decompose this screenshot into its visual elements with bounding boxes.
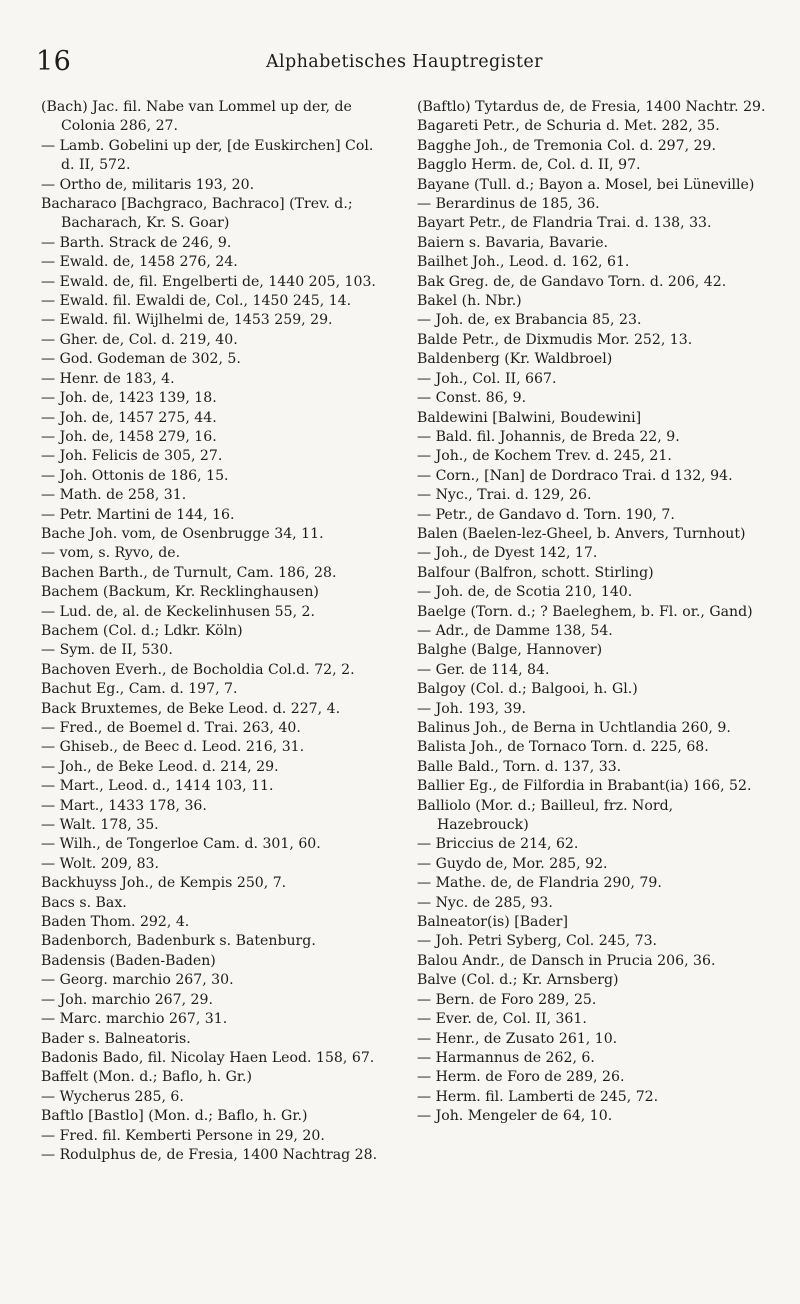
index-entry: — Marc. marchio 267, 31.	[41, 1011, 228, 1028]
index-entry: — Joh. 193, 39.	[417, 700, 527, 717]
index-entry: Bachem (Backum, Kr. Recklinghausen)	[41, 584, 319, 601]
index-column-left	[41, 98, 381, 1165]
index-entry: — Mart., Leod. d., 1414 103, 11.	[41, 778, 274, 795]
index-entry: — Joh. de, 1458 279, 16.	[41, 428, 217, 445]
index-entry: — Wolt. 209, 83.	[41, 855, 159, 872]
index-entry: Balliolo (Mor. d.; Bailleul, frz. Nord, Hazebrouck)	[417, 797, 674, 834]
index-entry: — Wycherus 285, 6.	[41, 1088, 184, 1105]
index-entry: Bache Joh. vom, de Osenbrugge 34, 11.	[41, 525, 324, 542]
index-entry: — Joh. marchio 267, 29.	[41, 991, 213, 1008]
index-entry: — Berardinus de 185, 36.	[417, 196, 600, 213]
index-entry: — Barth. Strack de 246, 9.	[41, 234, 232, 251]
index-entry: — Ewald. fil. Ewaldi de, Col., 1450 245, 14.	[41, 293, 352, 310]
index-entry: — Joh., de Dyest 142, 17.	[417, 545, 598, 562]
index-entry: Bachut Eg., Cam. d. 197, 7.	[41, 681, 238, 698]
index-entry: — Briccius de 214, 62.	[417, 836, 579, 853]
index-entry: (Bach) Jac. fil. Nabe van Lommel up der, de Colonia 286, 27.	[41, 99, 352, 135]
index-entry: Balneator(is) [Bader]	[417, 914, 569, 931]
index-entry: — Joh., Col. II, 667.	[417, 370, 557, 387]
index-entry: Balghe (Balge, Hannover)	[417, 642, 603, 659]
index-entry: Balista Joh., de Tornaco Torn. d. 225, 68.	[417, 739, 709, 756]
index-entry: — Joh. de, 1457 275, 44.	[41, 409, 217, 426]
index-entry: Badonis Bado, fil. Nicolay Haen Leod. 158, 67.	[41, 1049, 375, 1066]
index-entry: Bayart Petr., de Flandria Trai. d. 138, 33.	[417, 215, 712, 232]
index-entry: Bacs s. Bax.	[41, 894, 127, 911]
index-entry: — Bern. de Foro 289, 25.	[417, 991, 597, 1008]
index-entry: Bachoven Everh., de Bocholdia Col.d. 72, 2.	[41, 661, 355, 678]
index-entry: — Adr., de Damme 138, 54.	[417, 622, 613, 639]
index-entry: Ballier Eg., de Filfordia in Brabant(ia) 166, 52.	[417, 778, 752, 795]
index-entry: Balfour (Balfron, schott. Stirling)	[417, 564, 654, 581]
index-entry: — Henr., de Zusato 261, 10.	[417, 1030, 618, 1047]
index-entry: — Walt. 178, 35.	[41, 817, 159, 834]
index-entry: — Joh. de, 1423 139, 18.	[41, 390, 217, 407]
index-column-right	[417, 98, 769, 1127]
index-entry: — Henr. de 183, 4.	[41, 370, 175, 387]
index-entry: — Gher. de, Col. d. 219, 40.	[41, 331, 238, 348]
index-entry: (Baftlo) Tytardus de, de Fresia, 1400 Nachtr. 29.	[417, 99, 766, 115]
index-entry: Balve (Col. d.; Kr. Arnsberg)	[417, 972, 619, 989]
index-entry: — Wilh., de Tongerloe Cam. d. 301, 60.	[41, 836, 321, 853]
index-entry: Bak Greg. de, de Gandavo Torn. d. 206, 42.	[417, 273, 727, 290]
index-entry: — Corn., [Nan] de Dordraco Trai. d 132, 94.	[417, 467, 733, 484]
index-entry: — Lamb. Gobelini up der, [de Euskirchen] Col. d. II, 572.	[41, 137, 374, 174]
index-entry: Baffelt (Mon. d.; Baflo, h. Gr.)	[41, 1069, 253, 1086]
index-entry: Bakel (h. Nbr.)	[417, 293, 522, 310]
index-entry: Bagareti Petr., de Schuria d. Met. 282, 35.	[417, 118, 720, 135]
index-entry: — Harmannus de 262, 6.	[417, 1049, 595, 1066]
index-entry: — Ger. de 114, 84.	[417, 661, 550, 678]
index-entry: — Const. 86, 9.	[417, 390, 527, 407]
index-entry: Balde Petr., de Dixmudis Mor. 252, 13.	[417, 331, 693, 348]
index-entry: — Guydo de, Mor. 285, 92.	[417, 855, 608, 872]
index-entry: — Joh. de, de Scotia 210, 140.	[417, 584, 633, 601]
index-entry: — vom, s. Ryvo, de.	[41, 545, 181, 562]
index-entry: — Georg. marchio 267, 30.	[41, 972, 234, 989]
index-entry: — Joh. de, ex Brabancia 85, 23.	[417, 312, 642, 329]
index-entry: Bayane (Tull. d.; Bayon a. Mosel, bei Lüneville)	[417, 176, 755, 193]
index-entry: Bailhet Joh., Leod. d. 162, 61.	[417, 254, 630, 271]
index-entry: — Ewald. de, 1458 276, 24.	[41, 254, 238, 271]
index-entry: — Joh. Mengeler de 64, 10.	[417, 1108, 613, 1125]
index-entry: — Mathe. de, de Flandria 290, 79.	[417, 875, 662, 892]
index-entry: Bacharaco [Bachgraco, Bachraco] (Trev. d.; Bacharach, Kr. S. Goar)	[41, 196, 353, 232]
index-entry: Baelge (Torn. d.; ? Baeleghem, b. Fl. or., Gand)	[417, 603, 753, 620]
index-entry: Bader s. Balneatoris.	[41, 1030, 191, 1047]
index-entry: — Sym. de II, 530.	[41, 642, 173, 659]
index-entry: Bachem (Col. d.; Ldkr. Köln)	[41, 622, 243, 639]
index-entry: — God. Godeman de 302, 5.	[41, 351, 241, 368]
index-entry: Balle Bald., Torn. d. 137, 33.	[417, 758, 622, 775]
index-entry: — Joh. Felicis de 305, 27.	[41, 448, 223, 465]
index-entry: Baldewini [Balwini, Boudewini]	[417, 409, 642, 426]
index-entry: Balgoy (Col. d.; Balgooi, h. Gl.)	[417, 681, 638, 698]
index-entry: — Herm. de Foro de 289, 26.	[417, 1069, 625, 1086]
index-entry: Back Bruxtemes, de Beke Leod. d. 227, 4.	[41, 700, 341, 717]
index-entry: — Ortho de, militaris 193, 20.	[41, 176, 255, 193]
index-entry: — Mart., 1433 178, 36.	[41, 797, 207, 814]
index-entry: — Ewald. fil. Wijlhelmi de, 1453 259, 29.	[41, 312, 333, 329]
index-entry: — Math. de 258, 31.	[41, 487, 187, 504]
index-entry: — Joh., de Beke Leod. d. 214, 29.	[41, 758, 279, 775]
index-entry: Baden Thom. 292, 4.	[41, 914, 190, 931]
index-entry: Baldenberg (Kr. Waldbroel)	[417, 351, 613, 368]
index-entry: — Petr., de Gandavo d. Torn. 190, 7.	[417, 506, 675, 523]
index-entry: — Ewald. de, fil. Engelberti de, 1440 205, 103.	[41, 273, 376, 290]
index-entry: — Fred., de Boemel d. Trai. 263, 40.	[41, 720, 301, 736]
index-entry: — Nyc. de 285, 93.	[417, 894, 553, 911]
index-entry: Baiern s. Bavaria, Bavarie.	[417, 234, 609, 251]
index-entry: — Joh. Petri Syberg, Col. 245, 73.	[417, 933, 658, 950]
index-entry: — Joh., de Kochem Trev. d. 245, 21.	[417, 448, 672, 465]
index-entry: Bachen Barth., de Turnult, Cam. 186, 28.	[41, 564, 337, 581]
index-entry: — Joh. Ottonis de 186, 15.	[41, 467, 229, 484]
index-entry: Badensis (Baden-Baden)	[41, 952, 216, 969]
index-entry: Baftlo [Bastlo] (Mon. d.; Baflo, h. Gr.)	[41, 1108, 308, 1125]
running-title: Alphabetisches Hauptregister	[266, 52, 543, 72]
index-entry: — Fred. fil. Kemberti Persone in 29, 20.	[41, 1127, 325, 1144]
index-entry: Balou Andr., de Dansch in Prucia 206, 36.	[417, 952, 716, 969]
index-entry: — Nyc., Trai. d. 129, 26.	[417, 487, 592, 504]
index-entry: Backhuyss Joh., de Kempis 250, 7.	[41, 875, 287, 892]
index-entry: Bagghe Joh., de Tremonia Col. d. 297, 29.	[417, 137, 716, 154]
index-entry: — Herm. fil. Lamberti de 245, 72.	[417, 1088, 659, 1105]
index-entry: — Bald. fil. Johannis, de Breda 22, 9.	[417, 428, 680, 445]
index-entry: — Ghiseb., de Beec d. Leod. 216, 31.	[41, 739, 305, 756]
index-entry: — Petr. Martini de 144, 16.	[41, 506, 235, 523]
page-header	[36, 46, 766, 86]
page-number: 16	[36, 46, 72, 77]
index-entry: — Ever. de, Col. II, 361.	[417, 1011, 587, 1028]
index-entry: — Lud. de, al. de Keckelinhusen 55, 2.	[41, 603, 316, 620]
index-entry: Balen (Baelen-lez-Gheel, b. Anvers, Turnhout)	[417, 525, 746, 542]
index-entry: Bagglo Herm. de, Col. d. II, 97.	[417, 157, 641, 174]
index-entry: Balinus Joh., de Berna in Uchtlandia 260, 9.	[417, 720, 731, 736]
index-entry: Badenborch, Badenburk s. Batenburg.	[41, 933, 316, 950]
index-entry: — Rodulphus de, de Fresia, 1400 Nachtrag 28.	[41, 1146, 378, 1163]
